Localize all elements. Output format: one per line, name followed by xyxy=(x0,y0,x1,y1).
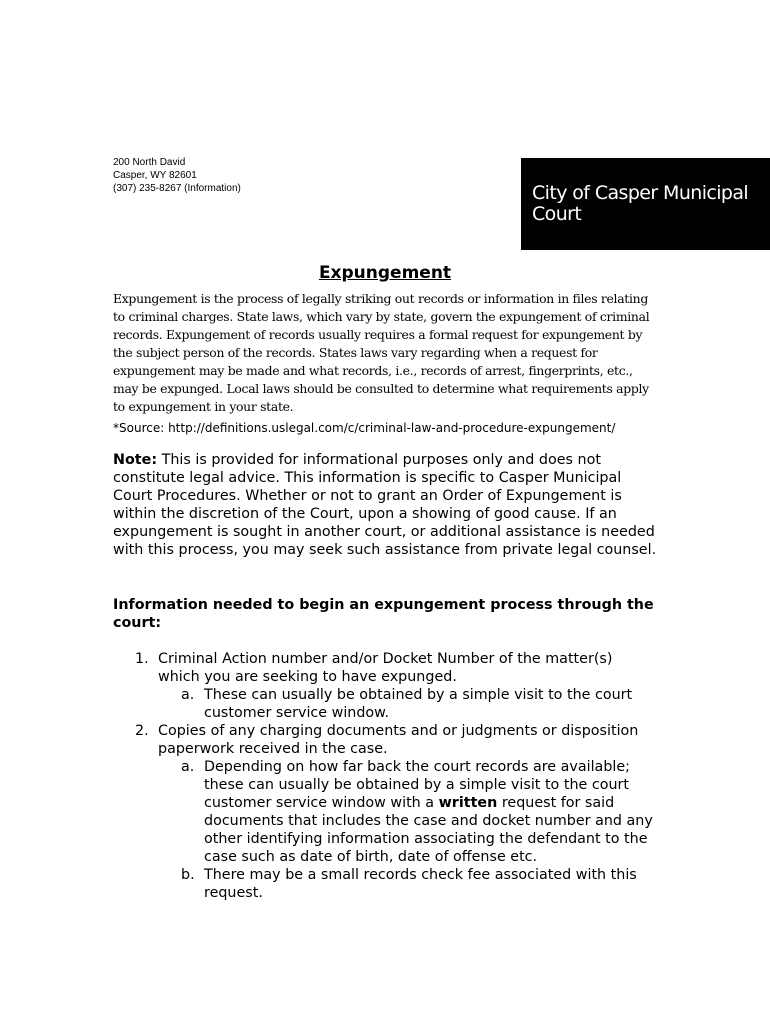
list-subitem xyxy=(113,686,658,722)
list-subitem-text: These can usually be obtained by a simple visit to the court customer service window. xyxy=(204,687,633,721)
emphasis-written: written xyxy=(438,795,498,811)
list-subitem xyxy=(113,758,658,866)
note-paragraph xyxy=(113,451,658,559)
note-text: This is provided for informational purposes only and does not constitute legal advice. This information is specific to Casper Municipal Court Procedures. Whether or not to grant an Order of Expungement is within the discretion of the Court, upon a showing of good cause. If an expungement is sought in another court, or additional assistance is needed with this process, you may seek such assistance from private legal counsel. xyxy=(113,452,657,558)
note-label: Note: xyxy=(113,452,158,468)
list-item-text: Copies of any charging documents and or judgments or disposition paperwork received in the case. xyxy=(158,723,639,757)
intro-paragraph: Expungement is the process of legally striking out records or information in files relating to criminal charges. State laws, which vary by state, govern the expungement of criminal records. Expungement of records usually requires a formal request for expungement by the subject person of the records. States laws vary regarding when a request for expungement may be made and what records, i.e., records of arrest, fingerprints, etc., may be expunged. Local laws should be consulted to determine what requirements apply to expungement in your state. xyxy=(113,291,650,414)
list-item xyxy=(113,722,658,758)
list-subitem xyxy=(113,866,658,902)
list-marker: 2. xyxy=(135,723,149,739)
document-title: Expungement xyxy=(318,263,452,283)
address-phone: (307) 235-8267 (Information) xyxy=(113,183,241,194)
list-item xyxy=(113,650,658,686)
court-name: City of Casper Municipal Court xyxy=(532,182,749,225)
steps-list xyxy=(113,650,658,902)
list-marker: 1. xyxy=(135,651,149,667)
court-name-banner xyxy=(521,158,770,250)
list-marker: a. xyxy=(181,687,195,703)
list-marker: b. xyxy=(181,867,195,883)
subitem-text-part: Depending on how far back the court records are available; these can usually be obtained by a simple visit to the court customer service window with a xyxy=(204,759,630,811)
list-item-text: Criminal Action number and/or Docket Number of the matter(s) which you are seeking to have expunged. xyxy=(158,651,613,685)
address-city: Casper, WY 82601 xyxy=(113,170,197,181)
list-subitem-text: There may be a small records check fee associated with this request. xyxy=(204,867,637,901)
address-street: 200 North David xyxy=(113,157,186,168)
list-marker: a. xyxy=(181,759,195,775)
list-subitem-text xyxy=(204,759,653,865)
court-address xyxy=(113,156,241,195)
info-heading: Information needed to begin an expungement process through the court: xyxy=(113,597,654,631)
subitem-text-part: request for said documents that includes the case and docket number and any other identifying information associating the defendant to the case such as date of birth, date of offense etc. xyxy=(204,795,653,865)
source-citation: *Source: http://definitions.uslegal.com/c/criminal-law-and-procedure-expungement/ xyxy=(113,421,616,435)
